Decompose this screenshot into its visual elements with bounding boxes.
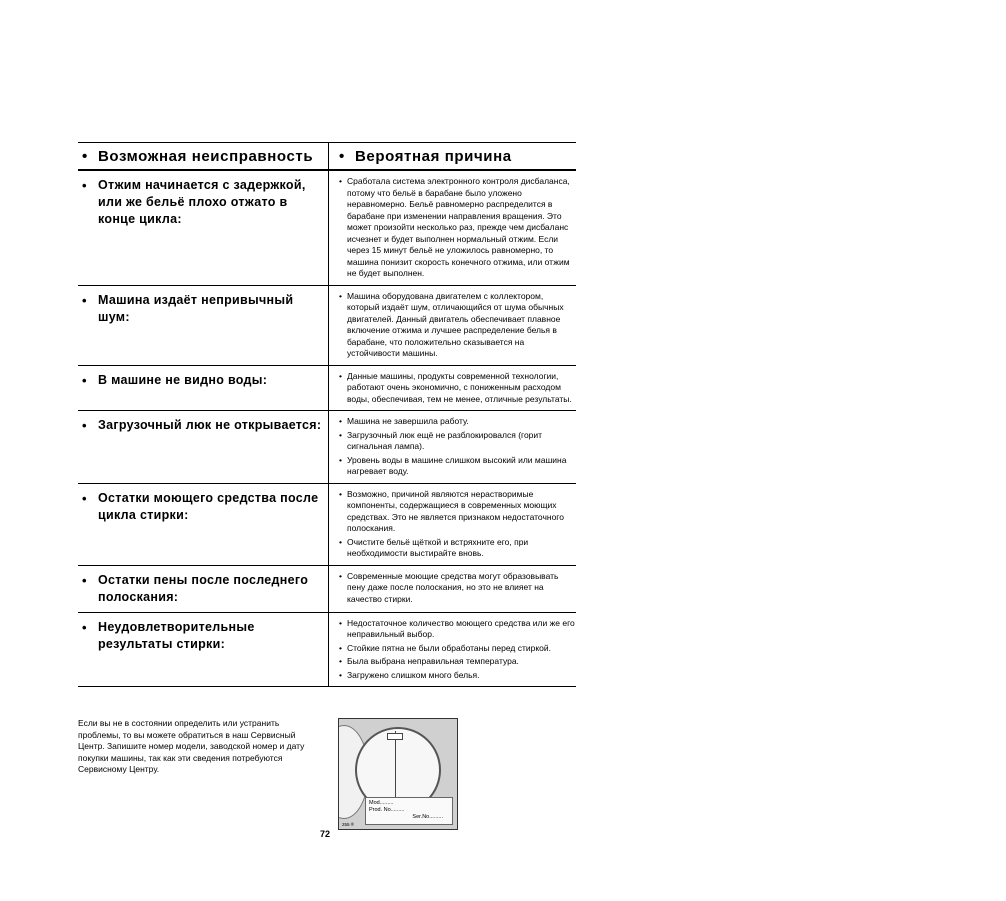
cause-text: Очистите бельё щёткой и встряхните его, при необходимости выстирайте вновь. — [347, 536, 529, 558]
cause-text: Возможно, причиной являются нерастворимые компоненты, содержащиеся в современных моющих средствах. Это не является признаком недостаточного полоскания. — [347, 488, 564, 533]
problem-cell — [78, 286, 328, 365]
cause-text: Была выбрана неправильная температура. — [347, 656, 519, 666]
problem-text: Отжим начинается с задержкой, или же бельё плохо отжато в конце цикла: — [98, 178, 306, 226]
bullet-icon: • — [339, 536, 342, 547]
page-number: 72 — [320, 829, 331, 839]
bullet-icon: • — [339, 429, 342, 440]
header-problem: • Возможная неисправность — [82, 147, 314, 165]
bullet-icon: • — [82, 619, 87, 635]
problem-cell — [78, 366, 328, 411]
table-row — [78, 613, 576, 688]
cause-cell — [328, 566, 576, 612]
bullet-icon: • — [339, 656, 342, 666]
cause-item — [339, 656, 576, 668]
troubleshooting-table — [78, 142, 576, 687]
table-row — [78, 566, 576, 613]
bullet-icon: • — [339, 176, 342, 186]
cause-text: Загружено слишком много белья. — [347, 669, 480, 680]
cause-text: Данные машины, продукты современной технологии, работают очень экономично, с пониженным расходом воды, обеспечивая, тем не менее, отличные результаты. — [347, 370, 572, 404]
table-row — [78, 286, 576, 366]
bullet-icon: • — [82, 490, 87, 506]
cause-item — [339, 571, 576, 606]
problem-cell — [78, 613, 328, 687]
table-row — [78, 171, 576, 286]
cause-item — [339, 371, 576, 406]
bullet-icon: • — [82, 372, 87, 388]
problem-text: Машина издаёт непривычный шум: — [98, 292, 294, 324]
illustration-code: 255 ® — [342, 822, 355, 827]
cause-cell — [328, 286, 576, 365]
door-latch — [387, 733, 403, 740]
cause-text: Стойкие пятна не были обработаны перед стиркой. — [347, 642, 552, 653]
problem-cell — [78, 566, 328, 612]
bullet-icon: • — [339, 454, 342, 465]
cause-text: Сработала система электронного контроля дисбаланса, потому что бельё в барабане было уложено неравномерно. Бельё равномерно распределится в барабане при изменении направления вращения. Это может произойти несколько раз, прежде чем дисбаланс исчезнет и будет выполнен нормальный отжим. Если через 15 минут бельё не уложилось равномерно, то машина понизит скорость конечного отжима, или отжим не будет выполнен. — [347, 176, 570, 278]
table-row — [78, 366, 576, 412]
cause-item — [339, 489, 576, 535]
bullet-icon: • — [339, 488, 342, 499]
header-cause: • Вероятная причина — [328, 143, 576, 169]
service-center-note: Если вы не в состоянии определить или устранить проблемы, то вы можете обратиться в наш Сервисный Центр. Запишите номер модели, заводской номер и дату покупки машины, так как эти сведения потребуются Сервисному Центру. — [78, 718, 305, 774]
cause-text: Современные моющие средства могут образовывать пену даже после полоскания, но это не влияет на качество стирки. — [347, 570, 559, 604]
problem-text: Загрузочный люк не открывается: — [98, 418, 322, 432]
table-row — [78, 484, 576, 566]
bullet-icon: • — [82, 572, 87, 588]
problem-cell — [78, 411, 328, 483]
cause-text: Уровень воды в машине слишком высокий или машина нагревает воду. — [347, 454, 567, 476]
cause-item — [339, 455, 576, 478]
table-row — [78, 411, 576, 484]
problem-text: В машине не видно воды: — [98, 372, 268, 387]
cause-cell — [328, 411, 576, 483]
drum-divider — [395, 731, 396, 807]
cause-item — [339, 670, 576, 682]
header-bullet-icon: • — [82, 147, 88, 165]
bullet-icon: • — [339, 416, 342, 426]
bullet-icon: • — [339, 290, 342, 301]
cause-text: Машина оборудована двигателем с коллектором, который издаёт шум, отличающийся от шума обычных двигателей. Данный двигатель обеспечивает плавное включение отжима и лучшее распределение белья в барабане, что положительно сказывается на устойчивости машины. — [347, 290, 564, 358]
table-header — [78, 143, 576, 171]
bullet-icon: • — [339, 617, 342, 628]
plate-serial-number: Ser.No......... — [412, 814, 443, 820]
problem-text: Остатки пены после последнего полоскания: — [98, 572, 309, 604]
rating-plate — [365, 797, 453, 825]
bullet-icon: • — [82, 178, 87, 193]
bullet-icon: • — [339, 642, 342, 653]
cause-cell — [328, 366, 576, 411]
cause-cell — [328, 613, 576, 687]
bullet-icon: • — [339, 570, 342, 581]
cause-item — [339, 537, 576, 560]
cause-text: Недостаточное количество моющего средства или же его неправильный выбор. — [347, 617, 575, 639]
cause-item — [339, 430, 576, 453]
plate-product-number: Prod. No......... — [369, 807, 405, 813]
cause-cell — [328, 484, 576, 565]
cause-item — [339, 176, 576, 280]
bullet-icon: • — [82, 292, 87, 308]
problem-cell — [78, 484, 328, 565]
header-bullet-icon: • — [339, 147, 345, 165]
cause-item — [339, 618, 576, 641]
machine-illustration — [338, 718, 458, 830]
bullet-icon: • — [82, 418, 87, 433]
plate-model: Mod......... — [369, 800, 394, 806]
table-body — [78, 171, 576, 687]
problem-text: Неудовлетворительные результаты стирки: — [98, 619, 255, 651]
problem-cell — [78, 171, 328, 285]
cause-cell — [328, 171, 576, 285]
cause-item — [339, 416, 576, 428]
cause-item — [339, 291, 576, 360]
cause-text: Машина не завершила работу. — [347, 416, 469, 426]
bullet-icon: • — [339, 669, 342, 680]
problem-text: Остатки моющего средства после цикла стирки: — [98, 490, 319, 522]
cause-item — [339, 643, 576, 655]
bullet-icon: • — [339, 370, 342, 381]
cause-text: Загрузочный люк ещё не разблокировался (горит сигнальная лампа). — [347, 429, 543, 451]
